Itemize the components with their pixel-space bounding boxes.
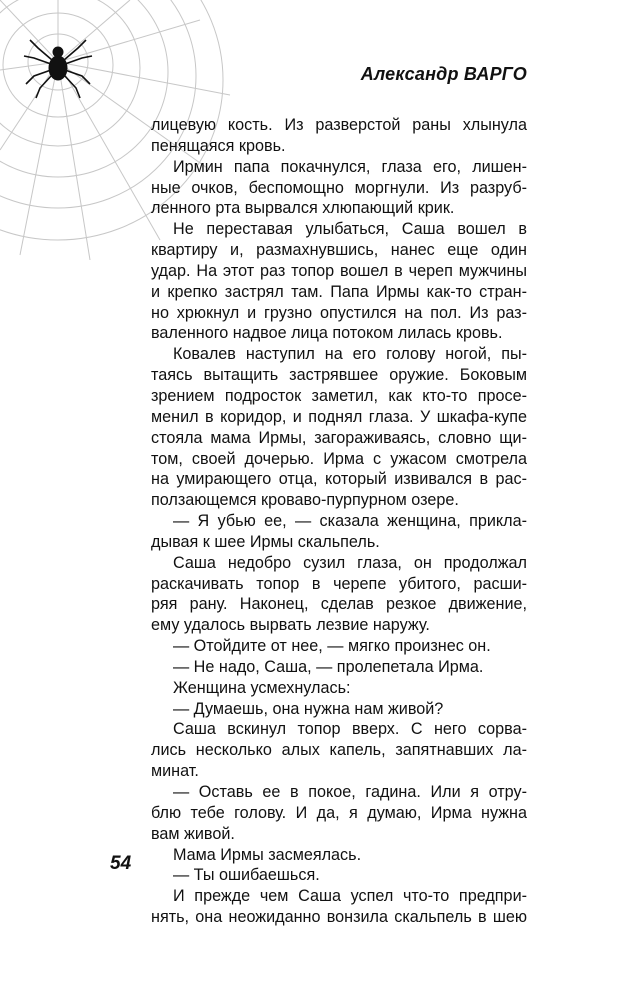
- text-line: — Ты ошибаешься.: [173, 866, 320, 885]
- spider-icon: [24, 40, 92, 98]
- text-line: Мама Ирмы засмеялась.: [173, 845, 362, 864]
- text-line: но хрюкнул и грузно опустился на пол. Из раз-: [151, 303, 527, 322]
- text-line: таясь вытащить застрявшее оружие. Боковым: [151, 366, 527, 385]
- text-line: ленного рта вырвался хлюпающий крик.: [151, 199, 455, 218]
- text-line: ные очков, беспомощно моргнули. Из разруб-: [151, 178, 527, 197]
- text-line: — Я убью ее, — сказала женщина, прикла-: [173, 512, 527, 531]
- text-line: пенящаяся кровь.: [151, 136, 286, 155]
- text-line: квартиру и, размахнувшись, нанес еще один: [151, 241, 527, 260]
- text-line: Ирмин папа покачнулся, глаза его, лишен-: [173, 157, 527, 176]
- text-line: дывая к шее Ирмы скальпель.: [151, 532, 380, 551]
- text-line: на умирающего отца, который извивался в рас-: [151, 470, 527, 489]
- text-line: — Не надо, Саша, — пролепетала Ирма.: [173, 657, 484, 676]
- text-line: блю тебе голову. И да, я думаю, Ирма нужна: [151, 803, 527, 822]
- text-line: менил в коридор, и поднял глаза. У шкафа-купе: [151, 407, 527, 426]
- text-line: ряя рану. Наконец, сделав резкое движение,: [151, 595, 527, 614]
- text-line: валенного надвое лица потоком лилась кровь.: [151, 324, 503, 343]
- text-line: Саша вскинул топор вверх. С него сорва-: [173, 720, 527, 739]
- running-header-author: Александр ВАРГО: [360, 64, 527, 84]
- text-line: — Оставь ее в покое, гадина. Или я отру-: [173, 783, 527, 801]
- text-line: ему удалось вырвать лезвие наружу.: [151, 616, 430, 635]
- body-text: [151, 115, 527, 928]
- text-line: зрением подросток заметил, как кто-то просе-: [151, 386, 527, 405]
- text-line: удар. На этот раз топор вошел в череп мужчины: [151, 261, 527, 280]
- text-line: Саша недобро сузил глаза, он продолжал: [173, 553, 527, 572]
- text-line: Ковалев наступил на его голову ногой, пы-: [173, 345, 527, 364]
- page-number: 54: [110, 853, 132, 874]
- text-line: Женщина усмехнулась:: [173, 678, 351, 697]
- text-line: нять, она неожиданно вонзила скальпель в шею: [151, 908, 527, 927]
- text-line: Не переставая улыбаться, Саша вошел в: [173, 220, 527, 239]
- text-line: ползающемся кроваво-пурпурном озере.: [151, 491, 459, 510]
- text-line: и крепко застрял там. Папа Ирмы как-то стран-: [151, 282, 527, 301]
- text-line: том, своей дочерью. Ирма с ужасом смотрела: [151, 449, 527, 468]
- text-line: вам живой.: [151, 824, 235, 843]
- text-line: минат.: [151, 762, 199, 781]
- text-line: И прежде чем Саша успел что-то предпри-: [173, 887, 527, 906]
- text-line: лицевую кость. Из разверстой раны хлынула: [151, 116, 527, 134]
- text-line: — Думаешь, она нужна нам живой?: [173, 699, 444, 718]
- text-line: стояла мама Ирмы, загораживаясь, словно щи-: [151, 428, 527, 447]
- text-line: раскачивать топор в черепе убитого, расши-: [151, 574, 527, 593]
- text-line: лись несколько алых капель, запятнавших ла-: [151, 741, 527, 760]
- text-line: — Отойдите от нее, — мягко произнес он.: [173, 637, 491, 656]
